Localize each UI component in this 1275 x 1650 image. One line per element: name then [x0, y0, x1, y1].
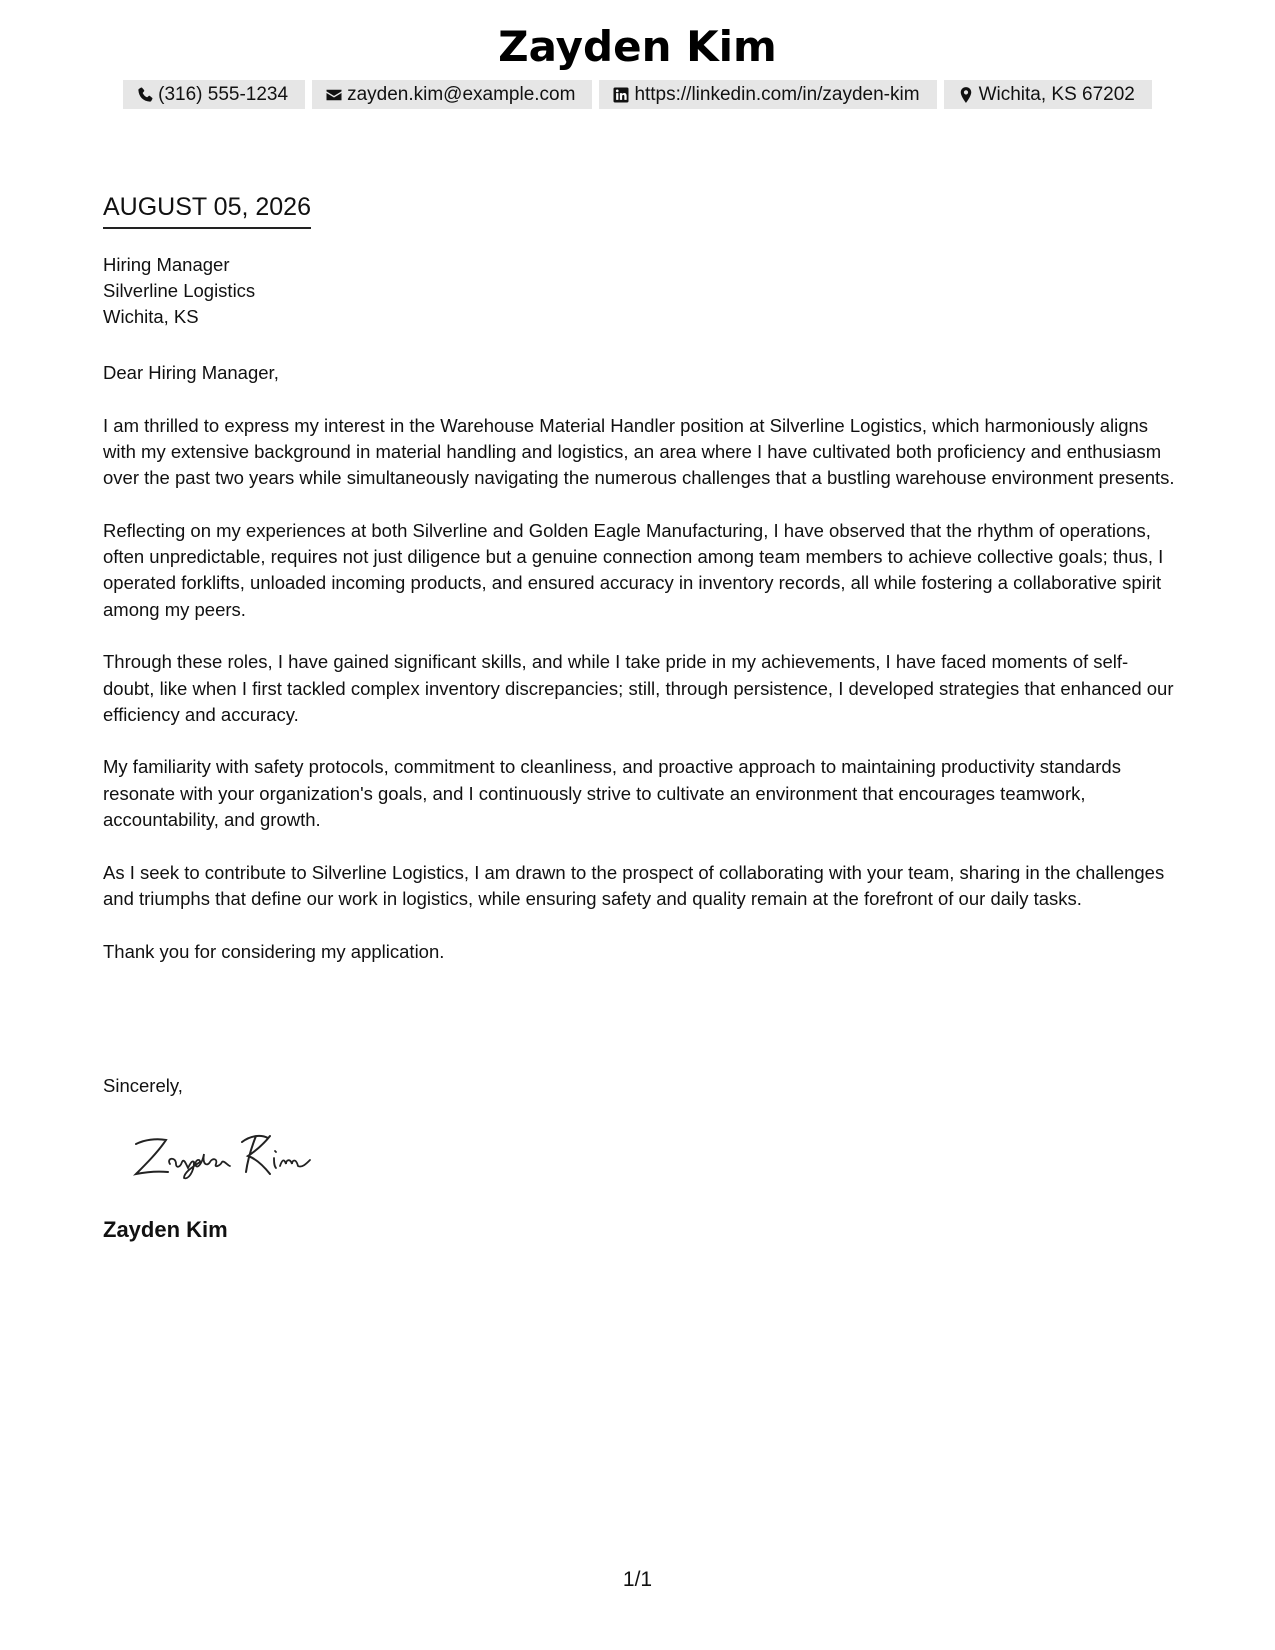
contact-phone: [123, 80, 305, 109]
contact-linkedin[interactable]: [599, 80, 936, 109]
contact-bar: [0, 80, 1275, 109]
envelope-icon: [325, 86, 343, 104]
recipient-location: Wichita, KS: [103, 306, 199, 327]
recipient-title: Hiring Manager: [103, 254, 230, 275]
recipient-block: [103, 252, 255, 330]
map-pin-icon: [957, 86, 975, 104]
handwritten-signature: [130, 1124, 340, 1186]
paragraph-1: I am thrilled to express my interest in the Warehouse Material Handler position at Silverline Logistics, which harmoniously aligns with my extensive background in material handling and logistics, an area where I have cultivated both proficiency and enthusiasm over the past two years while simultaneously navigating the numerous challenges that a bustling warehouse environment presents.: [103, 414, 1175, 489]
linkedin-text[interactable]: https://linkedin.com/in/zayden-kim: [634, 83, 920, 105]
phone-text: (316) 555-1234: [158, 83, 289, 105]
linkedin-icon: [612, 86, 630, 104]
letter-body: [103, 360, 1178, 991]
applicant-name: Zayden Kim: [498, 22, 777, 71]
paragraph-3: Through these roles, I have gained significant skills, and while I take pride in my achievements, I have faced moments of self-doubt, like when I first tackled complex inventory discrepancies; still, through persistence, I developed strategies that enhanced our efficiency and accuracy.: [103, 651, 1174, 725]
location-text: Wichita, KS 67202: [978, 83, 1135, 105]
closing: Sincerely,: [103, 1075, 183, 1096]
paragraph-2: Reflecting on my experiences at both Silverline and Golden Eagle Manufacturing, I have observed that the rhythm of operations, often unpredictable, requires not just diligence but a genuine connection among team members to achieve collective goals; thus, I operated forklifts, unloaded incoming products, and ensured accuracy in inventory records, all while fostering a collaborative spirit among my peers.: [103, 519, 1164, 620]
contact-email[interactable]: [312, 80, 592, 109]
letter-date: AUGUST 05, 2026: [103, 192, 311, 229]
paragraph-6: Thank you for considering my application.: [103, 940, 445, 962]
phone-icon: [136, 86, 154, 104]
page-number: 1/1: [622, 1568, 653, 1591]
paragraph-5: As I seek to contribute to Silverline Logistics, I am drawn to the prospect of collaborating with your team, sharing in the challenges and triumphs that define our work in logistics, while ensuring safety and quality remain at the forefront of our daily tasks.: [103, 861, 1165, 909]
contact-location: [944, 80, 1152, 109]
recipient-company: Silverline Logistics: [103, 280, 256, 301]
email-text[interactable]: zayden.kim@example.com: [347, 83, 576, 105]
salutation: Dear Hiring Manager,: [103, 362, 279, 383]
paragraph-4: My familiarity with safety protocols, commitment to cleanliness, and proactive approach to maintaining productivity standards resonate with your organization's goals, and I continuously strive to cultivate an environment that encourages teamwork, accountability, and growth.: [103, 756, 1121, 831]
signer-name: Zayden Kim: [103, 1217, 228, 1242]
